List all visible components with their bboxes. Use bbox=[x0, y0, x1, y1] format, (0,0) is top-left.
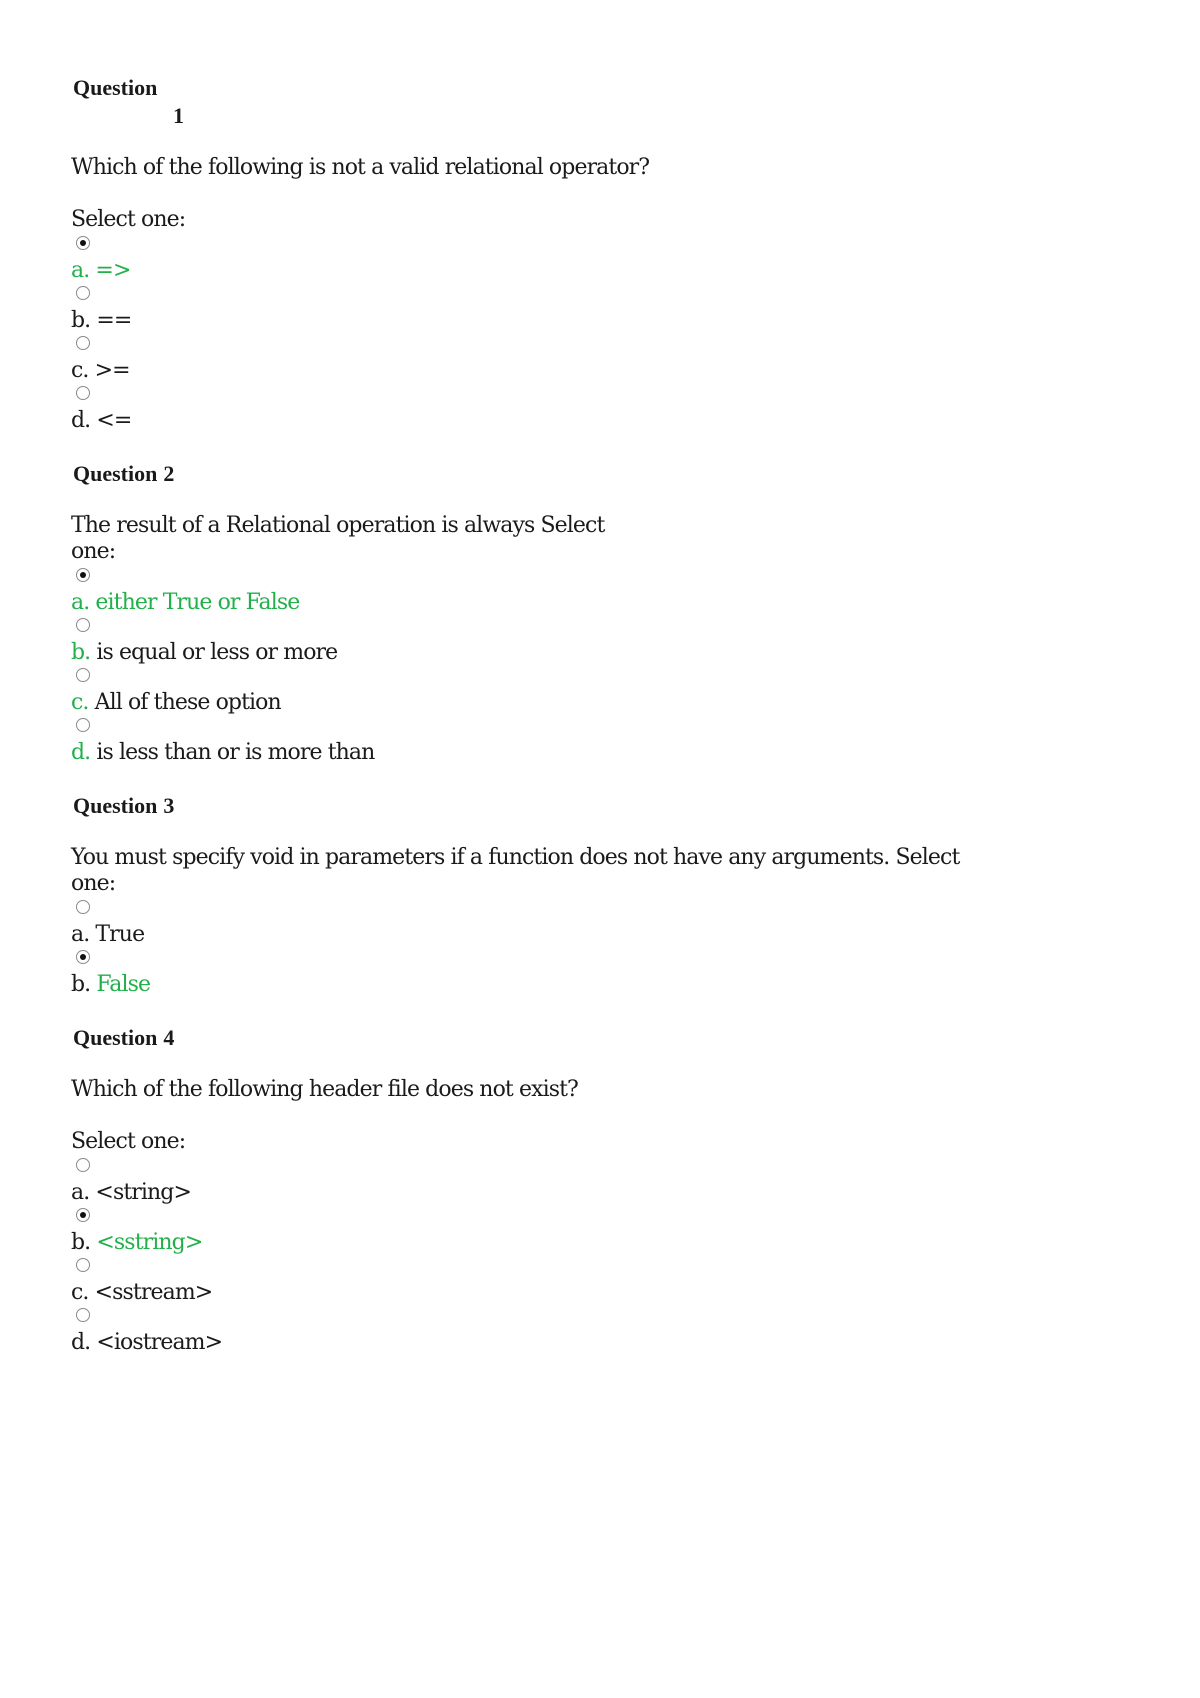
option-text: <= bbox=[96, 408, 132, 433]
radio-option-b[interactable] bbox=[76, 618, 90, 632]
option-a[interactable] bbox=[71, 922, 1131, 948]
option-d[interactable] bbox=[71, 408, 1131, 434]
radio-option-d[interactable] bbox=[76, 718, 90, 732]
radio-option-c[interactable] bbox=[76, 1258, 90, 1272]
radio-option-a[interactable] bbox=[76, 900, 90, 914]
radio-option-c[interactable] bbox=[76, 668, 90, 682]
option-text: => bbox=[95, 258, 131, 283]
radio-option-b[interactable] bbox=[76, 286, 90, 300]
option-letter: b. bbox=[71, 308, 91, 333]
option-letter: d. bbox=[71, 408, 91, 433]
option-letter: a. bbox=[71, 1180, 90, 1205]
option-c[interactable] bbox=[71, 1280, 1131, 1306]
option-c[interactable] bbox=[71, 690, 1131, 716]
option-b[interactable] bbox=[71, 972, 1131, 998]
select-one-label: Select one: bbox=[71, 1129, 186, 1154]
option-letter: c. bbox=[71, 358, 89, 383]
question-label: Question bbox=[73, 1025, 158, 1050]
option-text: True bbox=[95, 922, 145, 947]
radio-option-d[interactable] bbox=[76, 386, 90, 400]
option-letter: c. bbox=[71, 690, 89, 715]
question-text-continued: one: bbox=[71, 871, 116, 896]
question-title bbox=[73, 74, 1131, 130]
radio-option-b[interactable] bbox=[76, 1208, 90, 1222]
option-b[interactable] bbox=[71, 308, 1131, 334]
option-letter: d. bbox=[71, 740, 91, 765]
option-text: either True or False bbox=[95, 590, 300, 615]
option-a[interactable] bbox=[71, 590, 1131, 616]
question-4 bbox=[71, 1024, 1131, 1356]
option-letter: d. bbox=[71, 1330, 91, 1355]
option-text: is equal or less or more bbox=[96, 640, 338, 665]
question-title bbox=[73, 460, 1131, 488]
option-text: <sstream> bbox=[94, 1280, 213, 1305]
question-number: 1 bbox=[173, 103, 184, 128]
option-b[interactable] bbox=[71, 1230, 1131, 1256]
option-text: False bbox=[96, 972, 151, 997]
option-letter: a. bbox=[71, 922, 90, 947]
question-number: 3 bbox=[163, 793, 175, 818]
option-a[interactable] bbox=[71, 1180, 1131, 1206]
option-letter: c. bbox=[71, 1280, 89, 1305]
option-b[interactable] bbox=[71, 640, 1131, 666]
option-text: <sstring> bbox=[96, 1230, 203, 1255]
question-label: Question bbox=[73, 461, 158, 486]
radio-option-b[interactable] bbox=[76, 950, 90, 964]
option-text: is less than or is more than bbox=[96, 740, 375, 765]
option-text: >= bbox=[94, 358, 130, 383]
question-text: You must specify void in parameters if a function does not have any arguments. Select bbox=[71, 845, 960, 870]
option-letter: a. bbox=[71, 258, 90, 283]
option-letter: b. bbox=[71, 640, 91, 665]
option-a[interactable] bbox=[71, 258, 1131, 284]
radio-option-c[interactable] bbox=[76, 336, 90, 350]
option-text: <string> bbox=[95, 1180, 192, 1205]
question-text: Which of the following is not a valid relational operator? bbox=[71, 155, 650, 180]
option-letter: b. bbox=[71, 1230, 91, 1255]
question-title bbox=[73, 1024, 1131, 1052]
option-letter: b. bbox=[71, 972, 91, 997]
question-text: Which of the following header file does not exist? bbox=[71, 1077, 578, 1102]
option-text: <iostream> bbox=[96, 1330, 223, 1355]
option-text: All of these option bbox=[94, 690, 281, 715]
radio-option-a[interactable] bbox=[76, 1158, 90, 1172]
radio-option-a[interactable] bbox=[76, 236, 90, 250]
quiz-page bbox=[71, 74, 1131, 1356]
question-title bbox=[73, 792, 1131, 820]
select-one-label: Select one: bbox=[71, 207, 186, 232]
option-d[interactable] bbox=[71, 1330, 1131, 1356]
question-text-continued: one: bbox=[71, 539, 116, 564]
question-2 bbox=[71, 460, 1131, 766]
question-1 bbox=[71, 74, 1131, 434]
question-label: Question bbox=[73, 793, 158, 818]
question-label: Question bbox=[73, 75, 158, 100]
option-d[interactable] bbox=[71, 740, 1131, 766]
option-c[interactable] bbox=[71, 358, 1131, 384]
question-number: 2 bbox=[163, 461, 175, 486]
question-number: 4 bbox=[163, 1025, 175, 1050]
question-3 bbox=[71, 792, 1131, 998]
option-text: == bbox=[96, 308, 132, 333]
radio-option-d[interactable] bbox=[76, 1308, 90, 1322]
radio-option-a[interactable] bbox=[76, 568, 90, 582]
question-text: The result of a Relational operation is always Select bbox=[71, 513, 605, 538]
option-letter: a. bbox=[71, 590, 90, 615]
